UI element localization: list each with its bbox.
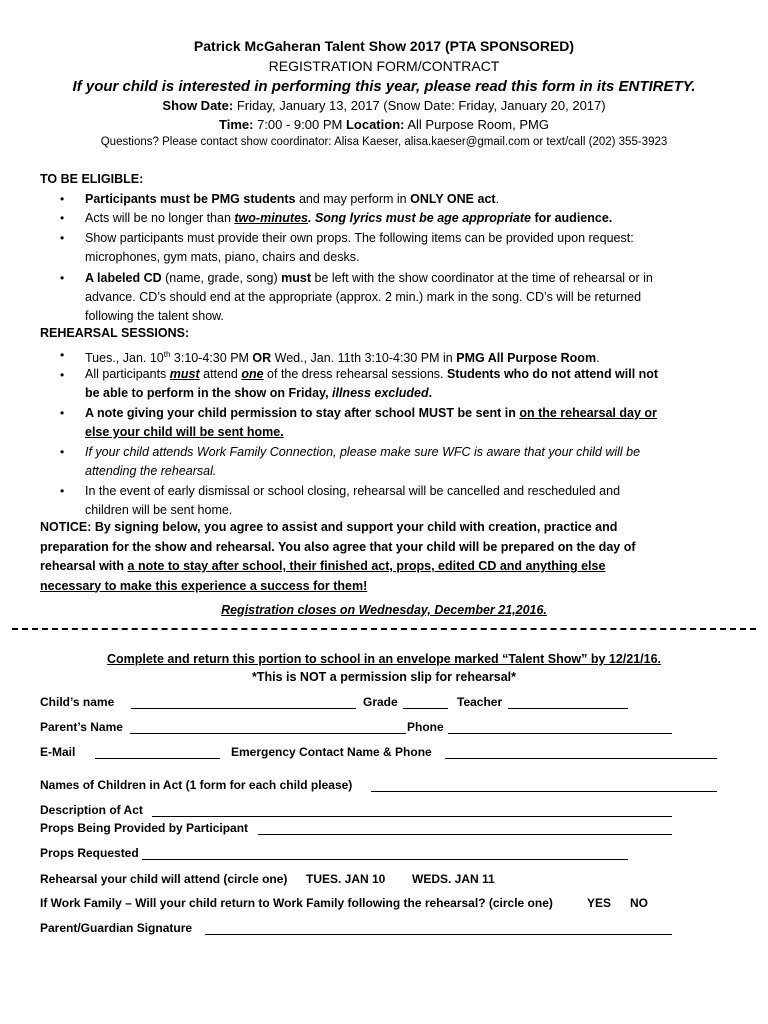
rehearsal-r4-l1: If your child attends Work Family Connection, please make sure WFC is aware that your child will be	[85, 445, 641, 459]
bullet-dot: •	[60, 406, 65, 420]
email-field[interactable]	[95, 746, 220, 759]
rehearsal-r2-l2a: be able to perform in the show on Friday,	[85, 386, 333, 400]
grade-field[interactable]	[403, 696, 448, 709]
time-label: Time:	[219, 117, 254, 132]
eligible-bullet-1	[85, 190, 725, 209]
notice-l3	[40, 557, 730, 577]
rehearsal-r2-e: of the dress rehearsal sessions.	[263, 367, 448, 381]
signature-field[interactable]	[205, 922, 672, 935]
teacher-field[interactable]	[508, 696, 628, 709]
eligible-b1-b: and may perform in	[295, 192, 411, 206]
description-label: Description of Act	[40, 803, 143, 817]
event-title: Patrick McGaheran Talent Show 2017 (PTA SPONSORED)	[193, 38, 575, 54]
rehearsal-r2-a: All participants	[85, 367, 170, 381]
eligible-b4-l1	[85, 269, 725, 288]
rehearsal-r1-sup: th	[163, 350, 171, 359]
eligible-b1-c: ONLY ONE act	[410, 192, 496, 206]
location-value: All Purpose Room, PMG	[404, 117, 549, 132]
rehearsal-r2-b: must	[169, 367, 200, 381]
eligible-b4-l3: following the talent show.	[85, 309, 224, 323]
phone-label: Phone	[407, 720, 444, 734]
yes-option[interactable]: YES	[587, 896, 612, 910]
notice-l1: NOTICE: By signing below, you agree to assist and support your child with creation, practice and	[40, 520, 618, 534]
form-title	[0, 58, 768, 74]
bullet-dot: •	[60, 348, 65, 362]
rehearsal-r1-c: OR	[252, 351, 272, 366]
questions-line: Questions? Please contact show coordinator: Alisa Kaeser, alisa.kaeser@gmail.com or text/call (202) 355-3923	[100, 136, 668, 148]
eligible-b2-a: Acts will be no longer than	[85, 211, 235, 225]
rehearsal-r3-l1	[85, 404, 725, 423]
emergency-contact-field[interactable]	[445, 746, 717, 759]
rehearsal-r2-l2c: .	[428, 386, 433, 400]
eligible-b1-d: .	[495, 192, 500, 206]
phone-field[interactable]	[448, 721, 672, 734]
child-name-label: Child’s name	[40, 695, 115, 709]
wed-option[interactable]: WEDS. JAN 11	[412, 872, 495, 886]
bullet-dot: •	[60, 192, 65, 206]
cut-line	[12, 628, 756, 630]
props-provided-field[interactable]	[258, 822, 672, 835]
rehearsal-bullet-4	[85, 443, 725, 481]
form-title-text: REGISTRATION FORM/CONTRACT	[268, 58, 500, 74]
rehearsal-bullet-2	[85, 365, 725, 403]
description-field[interactable]	[152, 804, 672, 817]
eligible-bullet-4	[85, 269, 725, 326]
eligible-b4-d: be left with the show coordinator at the time of rehearsal or in	[311, 271, 653, 285]
names-children-field[interactable]	[371, 779, 717, 792]
rehearsal-r2-l2b: illness excluded	[332, 386, 429, 400]
teacher-label: Teacher	[457, 695, 503, 709]
signature-label: Parent/Guardian Signature	[40, 921, 193, 935]
time-value: 7:00 - 9:00 PM	[253, 117, 346, 132]
notice-l3b: a note to stay after school, their finished act, props, edited CD and anything else	[127, 559, 606, 573]
eligible-b2-d: for audience.	[530, 211, 613, 225]
show-date-line	[0, 98, 768, 113]
no-option[interactable]: NO	[630, 896, 648, 910]
tues-option[interactable]: TUES. JAN 10	[306, 872, 386, 886]
child-name-field[interactable]	[131, 696, 356, 709]
email-label: E-Mail	[40, 745, 76, 759]
eligible-b4-b: (name, grade, song)	[161, 271, 282, 285]
parent-name-field[interactable]	[130, 721, 406, 734]
rehearsal-r5-l1: In the event of early dismissal or school closing, rehearsal will be cancelled and rescheduled and	[85, 484, 621, 498]
grade-label: Grade	[363, 695, 398, 709]
props-requested-label: Props Requested	[40, 846, 139, 860]
eligible-b4-a: A labeled CD	[85, 271, 162, 285]
return-instructions: Complete and return this portion to school in an envelope marked “Talent Show” by 12/21/16.	[106, 652, 662, 666]
eligible-bullet-2	[85, 209, 725, 228]
not-permission-note: *This is NOT a permission slip for rehearsal*	[252, 670, 516, 684]
rehearsal-bullet-3	[85, 404, 725, 442]
rehearsal-r1-d: Wed., Jan. 11th 3:10-4:30 PM in	[271, 351, 457, 366]
bullet-dot: •	[60, 211, 65, 225]
show-date-label: Show Date:	[162, 98, 234, 113]
rehearsal-r4-l2: attending the rehearsal.	[85, 464, 217, 478]
rehearsal-r2-d: one	[241, 367, 264, 381]
rehearsal-r2-f: Students who do not attend will not	[447, 367, 659, 381]
work-family-label: If Work Family – Will your child return to Work Family following the rehearsal? (circle one)	[40, 896, 553, 910]
rehearsal-r3-l2: else your child will be sent home.	[85, 425, 284, 439]
bullet-dot: •	[60, 271, 65, 285]
rehearsal-r2-l1	[85, 365, 725, 384]
rehearsal-r2-c: attend	[199, 367, 242, 381]
eligible-b2-b: two-minutes	[234, 211, 308, 225]
props-requested-field[interactable]	[142, 847, 628, 860]
eligible-b4-c: must	[281, 271, 312, 285]
show-date-value: Friday, January 13, 2017 (Snow Date: Friday, January 20, 2017)	[233, 98, 606, 113]
intro-line: If your child is interested in performing this year, please read this form in its ENTIRETY.	[72, 78, 696, 95]
eligible-b1-a: Participants must be PMG students	[85, 192, 296, 206]
notice-paragraph	[40, 518, 730, 596]
notice-l3a: rehearsal with	[40, 559, 128, 573]
rehearsal-r1-f: .	[596, 351, 600, 366]
rehearsal-r1-b: 3:10-4:30 PM	[170, 351, 253, 366]
eligible-b3-l2: microphones, gym mats, piano, chairs and desks.	[85, 250, 360, 264]
eligible-b3-l1: Show participants must provide their own props. The following items can be provided upon request:	[85, 231, 634, 245]
eligible-heading: TO BE ELIGIBLE:	[40, 172, 144, 186]
names-children-label: Names of Children in Act (1 form for each child please)	[40, 778, 353, 792]
eligible-b4-l2: advance. CD’s should end at the appropriate (approx. 2 min.) mark in the song. CD’s will be returned	[85, 290, 642, 304]
parent-name-label: Parent’s Name	[40, 720, 123, 734]
bullet-dot: •	[60, 445, 65, 459]
rehearsal-r5-l2: children will be sent home.	[85, 503, 233, 517]
rehearsal-r3-a: A note giving your child permission to stay after school MUST be sent in	[85, 406, 520, 420]
bullet-dot: •	[60, 484, 65, 498]
rehearsal-r1-e: PMG All Purpose Room	[456, 351, 597, 366]
rehearsal-bullet-5	[85, 482, 725, 520]
notice-l4: necessary to make this experience a success for them!	[40, 578, 368, 593]
eligible-bullet-3	[85, 229, 725, 267]
bullet-dot: •	[60, 368, 65, 382]
location-label: Location:	[345, 117, 405, 132]
notice-l2: preparation for the show and rehearsal. You also agree that your child will be prepared on the day of	[40, 539, 636, 554]
rehearsal-r1-a: Tues., Jan. 10	[85, 351, 164, 366]
rehearsal-heading: REHEARSAL SESSIONS:	[40, 326, 190, 340]
rehearsal-attend-label: Rehearsal your child will attend (circle one)	[40, 872, 288, 886]
props-provided-label: Props Being Provided by Participant	[40, 821, 249, 835]
eligible-b2-c: . Song lyrics must be age appropriate	[308, 211, 531, 225]
rehearsal-r2-l2	[85, 384, 725, 403]
time-location-line	[0, 117, 768, 132]
bullet-dot: •	[60, 231, 65, 245]
emergency-contact-label: Emergency Contact Name & Phone	[231, 745, 432, 759]
rehearsal-r3-b: on the rehearsal day or	[519, 406, 657, 420]
registration-closes: Registration closes on Wednesday, December 21,2016.	[221, 603, 547, 617]
